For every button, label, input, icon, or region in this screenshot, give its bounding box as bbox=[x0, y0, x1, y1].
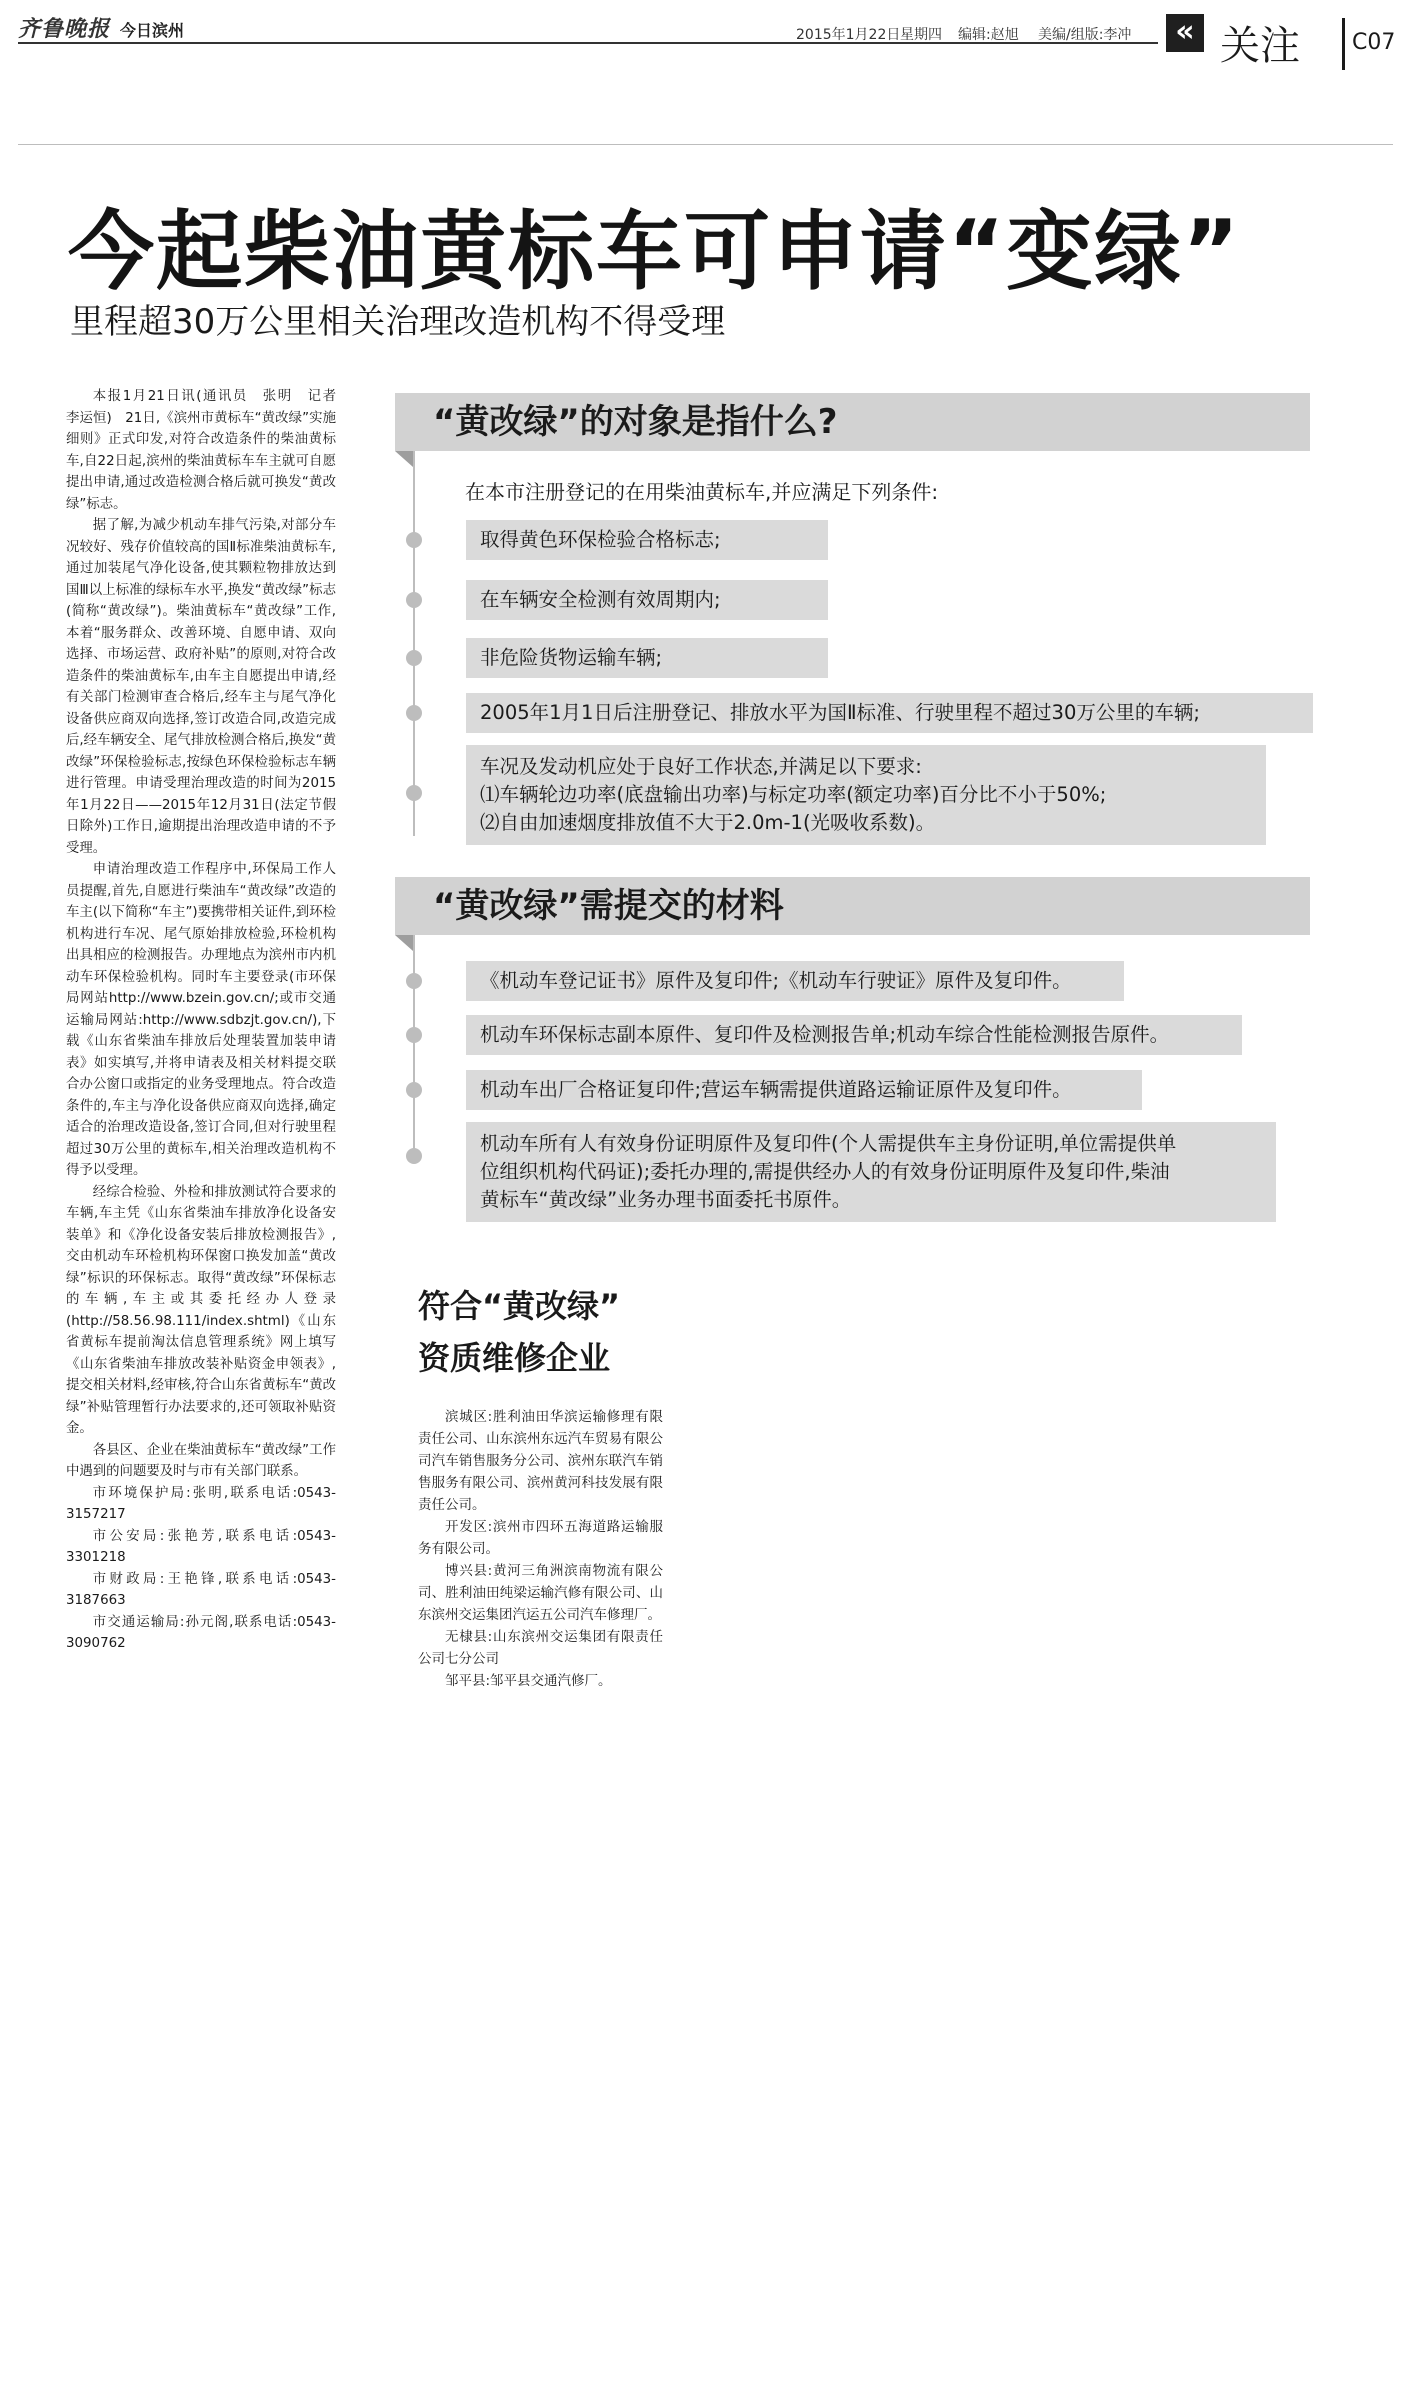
firms-paragraph: 邹平县:邹平县交通汽修厂。 bbox=[445, 1673, 612, 1689]
material-item bbox=[466, 1122, 1276, 1222]
timeline-dot bbox=[406, 532, 422, 548]
material-line: 机动车所有人有效身份证明原件及复印件(个人需提供车主身份证明,单位需提供单 bbox=[480, 1132, 1177, 1155]
header-divider bbox=[18, 144, 1393, 145]
condition-line: ⑵自由加速烟度排放值不大于2.0m-1(光吸收系数)。 bbox=[480, 811, 936, 834]
material-item: 机动车出厂合格证复印件;营运车辆需提供道路运输证原件及复印件。 bbox=[466, 1070, 1142, 1110]
article-paragraph: 经综合检验、外检和排放测试符合要求的车辆,车主凭《山东省柴油车排放净化设备安装单》和《净化设备安装后排放检测报告》,交由机动车环检机构环保窗口换发加盖“黄改绿”标识的环保标志。取得“黄改绿”环保标志的车辆,车主或其委托经办人登录(http://58.56.98.111/index.shtml)《山东省黄标车提前淘汰信息管理系统》网上填写《山东省柴油车排放改装补贴资金申领表》,提交相关材料,经审核,符合山东省黄标车“黄改绿”补贴管理暂行办法要求的,还可领取补贴资金。 bbox=[66, 1184, 336, 1436]
article-paragraph: 据了解,为减少机动车排气污染,对部分车况较好、残存价值较高的国Ⅱ标准柴油黄标车,通过加装尾气净化设备,使其颗粒物排放达到国Ⅲ以上标准的绿标车水平,换发“黄改绿”标志(简称“黄改绿”)。柴油黄标车“黄改绿”工作,本着“服务群众、改善环境、自愿申请、双向选择、市场运营、政府补贴”的原则,对符合改造条件的柴油黄标车,由车主自愿提出申请,经有关部门检测审查合格后,经车主与尾气净化设备供应商双向选择,签订改造合同,改造完成后,经车辆安全、尾气排放检测合格后,换发“黄改绿”环保检验标志,按绿色环保检验标志车辆进行管理。申请受理治理改造的时间为2015年1月22日——2015年12月31日(法定节假日除外)工作日,逾期提出治理改造申请的不予受理。 bbox=[66, 518, 336, 856]
material-item: 《机动车登记证书》原件及复印件;《机动车行驶证》原件及复印件。 bbox=[466, 961, 1124, 1001]
page-number: C07 bbox=[1352, 30, 1396, 55]
article-paragraph: 各县区、企业在柴油黄标车“黄改绿”工作中遇到的问题要及时与市有关部门联系。 bbox=[66, 1442, 336, 1479]
contact-line: 市交通运输局:孙元阁,联系电话:0543-3090762 bbox=[66, 1614, 336, 1651]
timeline-dot bbox=[406, 1027, 422, 1043]
contact-line: 市财政局:王艳锋,联系电话:0543-3187663 bbox=[66, 1571, 336, 1608]
material-line: 黄标车“黄改绿”业务办理书面委托书原件。 bbox=[480, 1188, 852, 1211]
box-title-fold bbox=[395, 935, 413, 951]
timeline-dot bbox=[406, 592, 422, 608]
firms-paragraph: 滨城区:胜利油田华滨运输修理有限责任公司、山东滨州东远汽车贸易有限公司汽车销售服务分公司、滨州东联汽车销售服务有限公司、滨州黄河科技发展有限责任公司。 bbox=[418, 1409, 663, 1513]
box-title-text: “黄改绿”的对象是指什么? bbox=[433, 402, 838, 442]
newspaper-brand: 齐鲁晚报 bbox=[18, 16, 111, 42]
chevron-icon: « bbox=[1166, 14, 1204, 52]
box-title-text: “黄改绿”需提交的材料 bbox=[433, 886, 784, 926]
timeline-spine bbox=[413, 451, 415, 836]
article-paragraph: 申请治理改造工作程序中,环保局工作人员提醒,首先,自愿进行柴油车“黄改绿”改造的车主(以下简称“车主”)要携带相关证件,到环检机构进行车况、尾气原始排放检验,环检机构出具相应的检测报告。办理地点为滨州市内机动车环保检验机构。同时车主要登录(市环保局网站http://www.bzein.gov.cn/;或市交通运输局网站:http://www.sdbzjt.gov.cn/),下载《山东省柴油车排放后处理装置加装申请表》如实填写,并将申请表及相关材料提交联合办公窗口或指定的业务受理地点。符合改造条件的,车主与净化设备供应商双向选择,确定适合的治理改造设备,签订合同,但对行驶里程超过30万公里的黄标车,相关治理改造机构不得予以受理。 bbox=[66, 862, 336, 1178]
material-line: 位组织机构代码证);委托办理的,需提供经办人的有效身份证明原件及复印件,柴油 bbox=[480, 1160, 1170, 1183]
article-paragraph: 本报1月21日讯(通讯员 张明 记者 李运恒) 21日,《滨州市黄标车“黄改绿”实施细则》正式印发,对符合改造条件的柴油黄标车,自22日起,滨州的柴油黄标车车主就可自愿提出申请,通过改造检测合格后就可换发“黄改绿”标志。 bbox=[66, 389, 350, 512]
firms-title-line: 资质维修企业 bbox=[418, 1339, 611, 1377]
contact-line: 市公安局:张艳芳,联系电话:0543-3301218 bbox=[66, 1528, 336, 1565]
condition-item: 非危险货物运输车辆; bbox=[466, 638, 828, 678]
condition-item: 取得黄色环保检验合格标志; bbox=[466, 520, 828, 560]
box-title-materials bbox=[395, 877, 1310, 935]
condition-item: 在车辆安全检测有效周期内; bbox=[466, 580, 828, 620]
firms-paragraph: 无棣县:山东滨州交运集团有限责任公司七分公司 bbox=[418, 1629, 663, 1667]
issue-date: 2015年1月22日 bbox=[796, 27, 901, 43]
box-title-targets bbox=[395, 393, 1310, 451]
timeline-dot bbox=[406, 1148, 422, 1164]
firms-paragraph: 开发区:滨州市四环五海道路运输服务有限公司。 bbox=[418, 1519, 663, 1557]
subheadline: 里程超30万公里相关治理改造机构不得受理 bbox=[70, 302, 726, 342]
material-item: 机动车环保标志副本原件、复印件及检测报告单;机动车综合性能检测报告原件。 bbox=[466, 1015, 1242, 1055]
box-lead-text: 在本市注册登记的在用柴油黄标车,并应满足下列条件: bbox=[465, 480, 939, 504]
contact-line: 市环境保护局:张明,联系电话:0543-3157217 bbox=[66, 1485, 336, 1522]
firms-title-line: 符合“黄改绿” bbox=[418, 1287, 621, 1325]
firms-title bbox=[418, 1280, 620, 1384]
section-name-right: 关注 bbox=[1220, 23, 1300, 69]
box-title-fold bbox=[395, 451, 413, 467]
timeline-spine bbox=[413, 935, 415, 1155]
timeline-dot bbox=[406, 973, 422, 989]
issue-weekday: 星期四 bbox=[900, 27, 942, 43]
condition-line: 车况及发动机应处于良好工作状态,并满足以下要求: bbox=[480, 755, 922, 778]
timeline-dot bbox=[406, 785, 422, 801]
firms-list bbox=[418, 1406, 663, 1692]
timeline-dot bbox=[406, 650, 422, 666]
condition-item: 2005年1月1日后注册登记、排放水平为国Ⅱ标准、行驶里程不超过30万公里的车辆; bbox=[466, 693, 1313, 733]
timeline-dot bbox=[406, 705, 422, 721]
firms-paragraph: 博兴县:黄河三角洲滨南物流有限公司、胜利油田纯梁运输汽修有限公司、山东滨州交运集团汽运五公司汽车修理厂。 bbox=[418, 1563, 663, 1623]
condition-line: ⑴车辆轮边功率(底盘输出功率)与标定功率(额定功率)百分比不小于50%; bbox=[480, 783, 1107, 806]
masthead bbox=[0, 0, 1409, 70]
masthead-divider bbox=[1342, 18, 1345, 70]
headline: 今起柴油黄标车可申请“变绿” bbox=[68, 202, 1242, 302]
designer-credit: 美编/组版:李冲 bbox=[1038, 27, 1132, 43]
article-body bbox=[66, 386, 350, 1655]
timeline-dot bbox=[406, 1082, 422, 1098]
section-name-left: 今日滨州 bbox=[120, 21, 185, 40]
condition-item bbox=[466, 745, 1266, 845]
editor-credit: 编辑:赵旭 bbox=[958, 27, 1019, 43]
